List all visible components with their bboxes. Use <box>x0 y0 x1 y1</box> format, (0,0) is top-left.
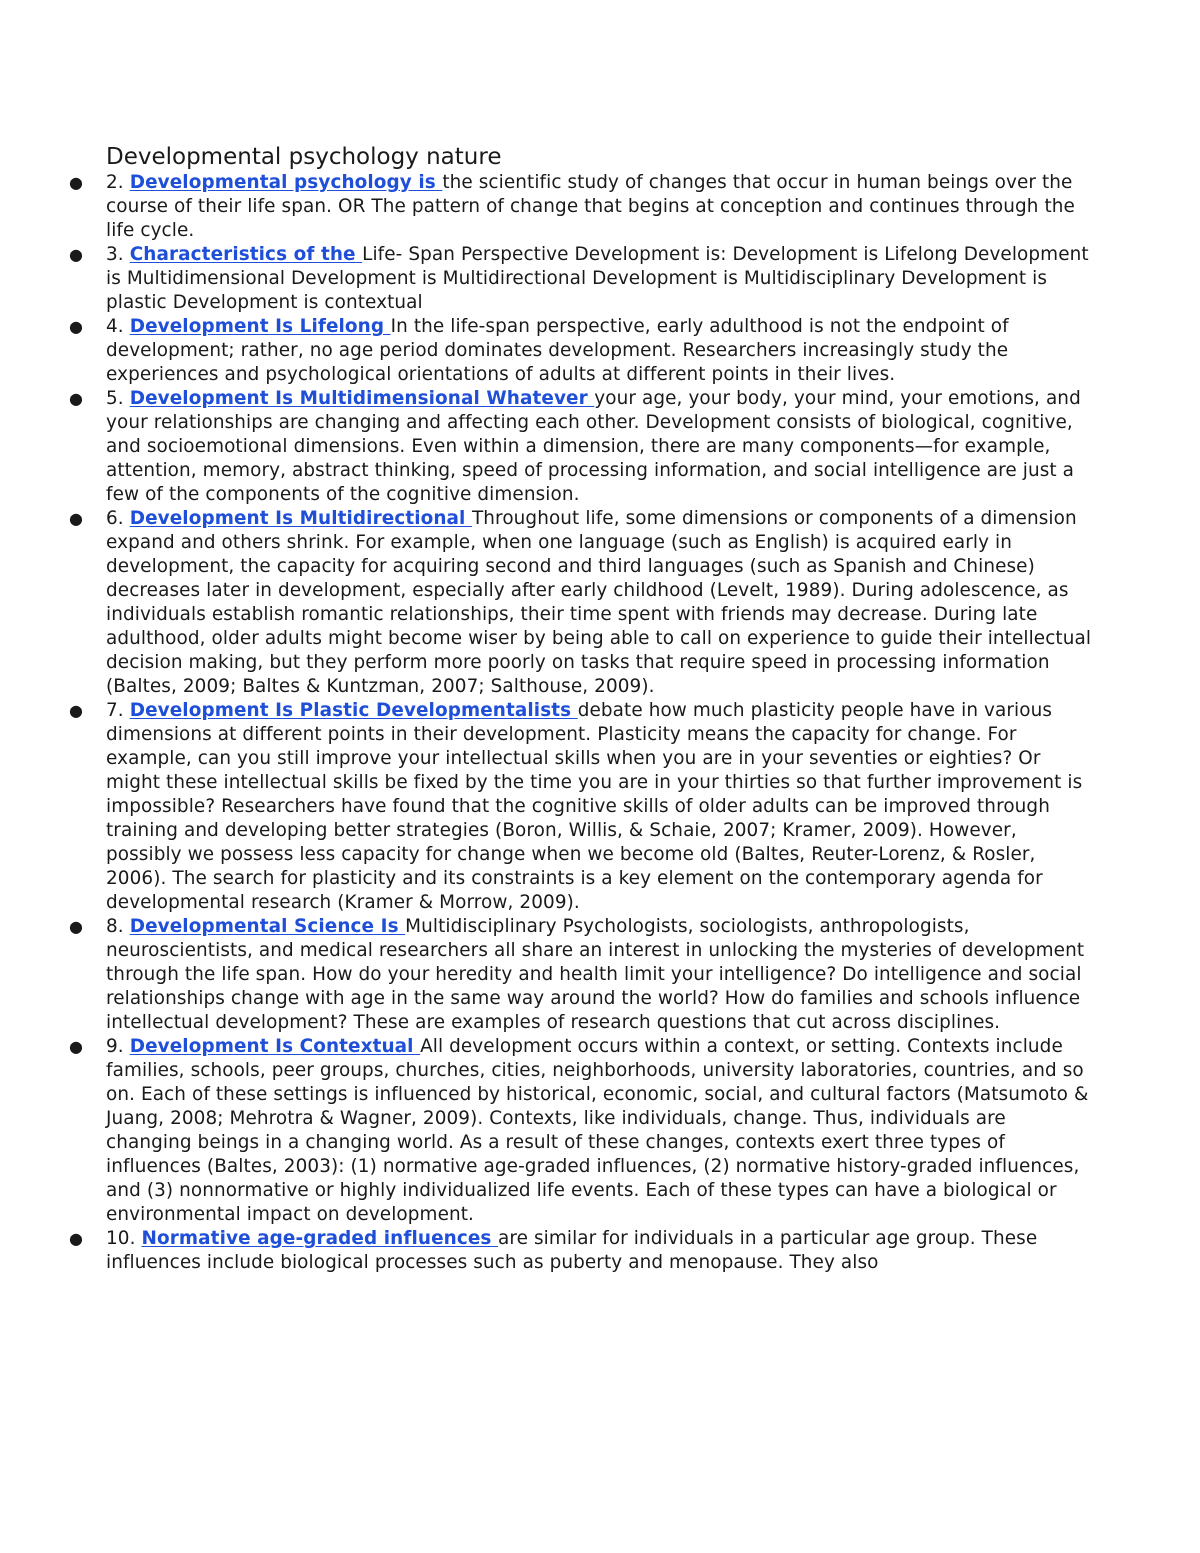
item-link[interactable]: Development Is Lifelong <box>129 316 391 337</box>
list-item <box>69 243 1096 315</box>
item-text: your age, your body, your mind, your emotions, and your relationships are changing and affecting each other. Development consists of biological, cognitive, and socioemotional dimensions. Even within a dimension, there are many components—for example, attention, memory, abstract thinking, speed of processing information, and social intelligence are just a few of the components of the cognitive dimension. <box>106 388 1081 505</box>
item-link[interactable]: Development Is Contextual <box>129 1036 421 1057</box>
bullet-icon: ● <box>69 173 84 192</box>
item-number: 7. <box>106 700 124 721</box>
item-link[interactable]: Development Is Multidimensional Whatever <box>129 388 595 409</box>
bullet-icon: ● <box>69 1037 84 1056</box>
item-number: 2. <box>106 172 124 193</box>
item-link[interactable]: Development Is Multidirectional <box>129 508 472 529</box>
item-list <box>69 171 1096 1275</box>
document-title: Developmental psychology nature <box>106 144 502 170</box>
bullet-icon: ● <box>69 245 84 264</box>
item-text: debate how much plasticity people have in various dimensions at different points in their development. Plasticity means the capacity for change. For example, can you still improve your intellectual skills when you are in your seventies or eighties? Or might these intellectual skills be fixed by the time you are in your thirties so that further improvement is impossible? Researchers have found that the cognitive skills of older adults can be improved through training and developing better strategies (Boron, Willis, & Schaie, 2007; Kramer, 2009). However, possibly we possess less capacity for change when we become old (Baltes, Reuter-Lorenz, & Rosler, 2006). The search for plasticity and its constraints is a key element on the contemporary agenda for developmental research (Kramer & Morrow, 2009). <box>106 700 1083 913</box>
item-number: 3. <box>106 244 124 265</box>
item-text: Multidisciplinary Psychologists, sociologists, anthropologists, neuroscientists, and medical researchers all share an interest in unlocking the mysteries of development through the life span. How do your heredity and health limit your intelligence? Do intelligence and social relationships change with age in the same way around the world? How do families and schools influence intellectual development? These are examples of research questions that cut across disciplines. <box>106 916 1085 1033</box>
item-text: the scientific study of changes that occur in human beings over the course of their life span. OR The pattern of change that begins at conception and continues through the life cycle. <box>106 172 1075 241</box>
item-link[interactable]: Developmental psychology is <box>129 172 443 193</box>
item-number: 6. <box>106 508 124 529</box>
list-item <box>69 1227 1096 1275</box>
item-text: are similar for individuals in a particular age group. These influences include biological processes such as puberty and menopause. They also <box>106 1228 1038 1273</box>
list-item <box>69 387 1096 507</box>
item-number: 8. <box>106 916 124 937</box>
bullet-icon: ● <box>69 389 84 408</box>
item-text: All development occurs within a context, or setting. Contexts include families, schools, peer groups, churches, cities, neighborhoods, university laboratories, countries, and so on. Each of these settings is influenced by historical, economic, social, and cultural factors (Matsumoto & Juang, 2008; Mehrotra & Wagner, 2009). Contexts, like individuals, change. Thus, individuals are changing beings in a changing world. As a result of these changes, contexts exert three types of influences (Baltes, 2003): (1) normative age-graded influences, (2) normative history-graded influences, and (3) nonnormative or highly individualized life events. Each of these types can have a biological or environmental impact on development. <box>106 1036 1089 1225</box>
item-number: 9. <box>106 1036 124 1057</box>
item-number: 10. <box>106 1228 136 1249</box>
list-item <box>69 915 1096 1035</box>
bullet-icon: ● <box>69 509 84 528</box>
list-item <box>69 507 1096 699</box>
item-link[interactable]: Characteristics of the <box>129 244 363 265</box>
bullet-icon: ● <box>69 1229 84 1248</box>
list-item <box>69 171 1096 243</box>
item-text: In the life-span perspective, early adulthood is not the endpoint of development; rather, no age period dominates development. Researchers increasingly study the experiences and psychological orientations of adults at different points in their lives. <box>106 316 1009 385</box>
list-item <box>69 315 1096 387</box>
item-number: 5. <box>106 388 124 409</box>
item-link[interactable]: Developmental Science Is <box>129 916 406 937</box>
item-link[interactable]: Normative age-graded influences <box>141 1228 498 1249</box>
item-text: Throughout life, some dimensions or components of a dimension expand and others shrink. For example, when one language (such as English) is acquired early in development, the capacity for acquiring second and third languages (such as Spanish and Chinese) decreases later in development, especially after early childhood (Levelt, 1989). During adolescence, as individuals establish romantic relationships, their time spent with friends may decrease. During late adulthood, older adults might become wiser by being able to call on experience to guide their intellectual decision making, but they perform more poorly on tasks that require speed in processing information (Baltes, 2009; Baltes & Kuntzman, 2007; Salthouse, 2009). <box>106 508 1092 697</box>
list-item <box>69 699 1096 915</box>
item-text: Life- Span Perspective Development is: Development is Lifelong Development is Multidimensional Development is Multidirectional Development is Multidisciplinary Development is plastic Development is contextual <box>106 244 1089 313</box>
bullet-icon: ● <box>69 917 84 936</box>
item-link[interactable]: Development Is Plastic Developmentalists <box>129 700 578 721</box>
bullet-icon: ● <box>69 701 84 720</box>
bullet-icon: ● <box>69 317 84 336</box>
list-item <box>69 1035 1096 1227</box>
item-number: 4. <box>106 316 124 337</box>
